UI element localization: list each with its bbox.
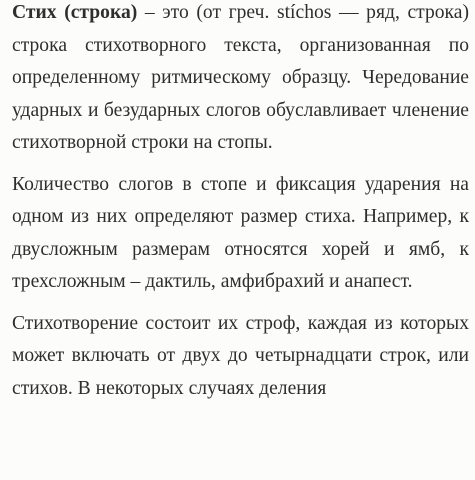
definition-text: – это (от греч. stíchos — ряд, строка) строка стихотворного текста, организованная по определенному ритмическому образцу. Чередование ударных и безударных слогов обуславливает членение стихотворной строки на стопы.	[12, 2, 469, 153]
paragraph-definition	[12, 0, 469, 160]
term-bold: Стих (строка)	[12, 2, 138, 23]
paragraph-meter: Количество слогов в стопе и фиксация ударения на одном из них определяют размер стиха. Например, к двусложным размерам относятся хорей и ямб, к трехсложным – дактиль, амфибрахий и анапест.	[12, 173, 469, 292]
paragraph-stanza: Стихотворение состоит их строф, каждая из которых может включать от двух до четырнадцати строк, или стихов. В некоторых случаях деления	[12, 312, 469, 399]
